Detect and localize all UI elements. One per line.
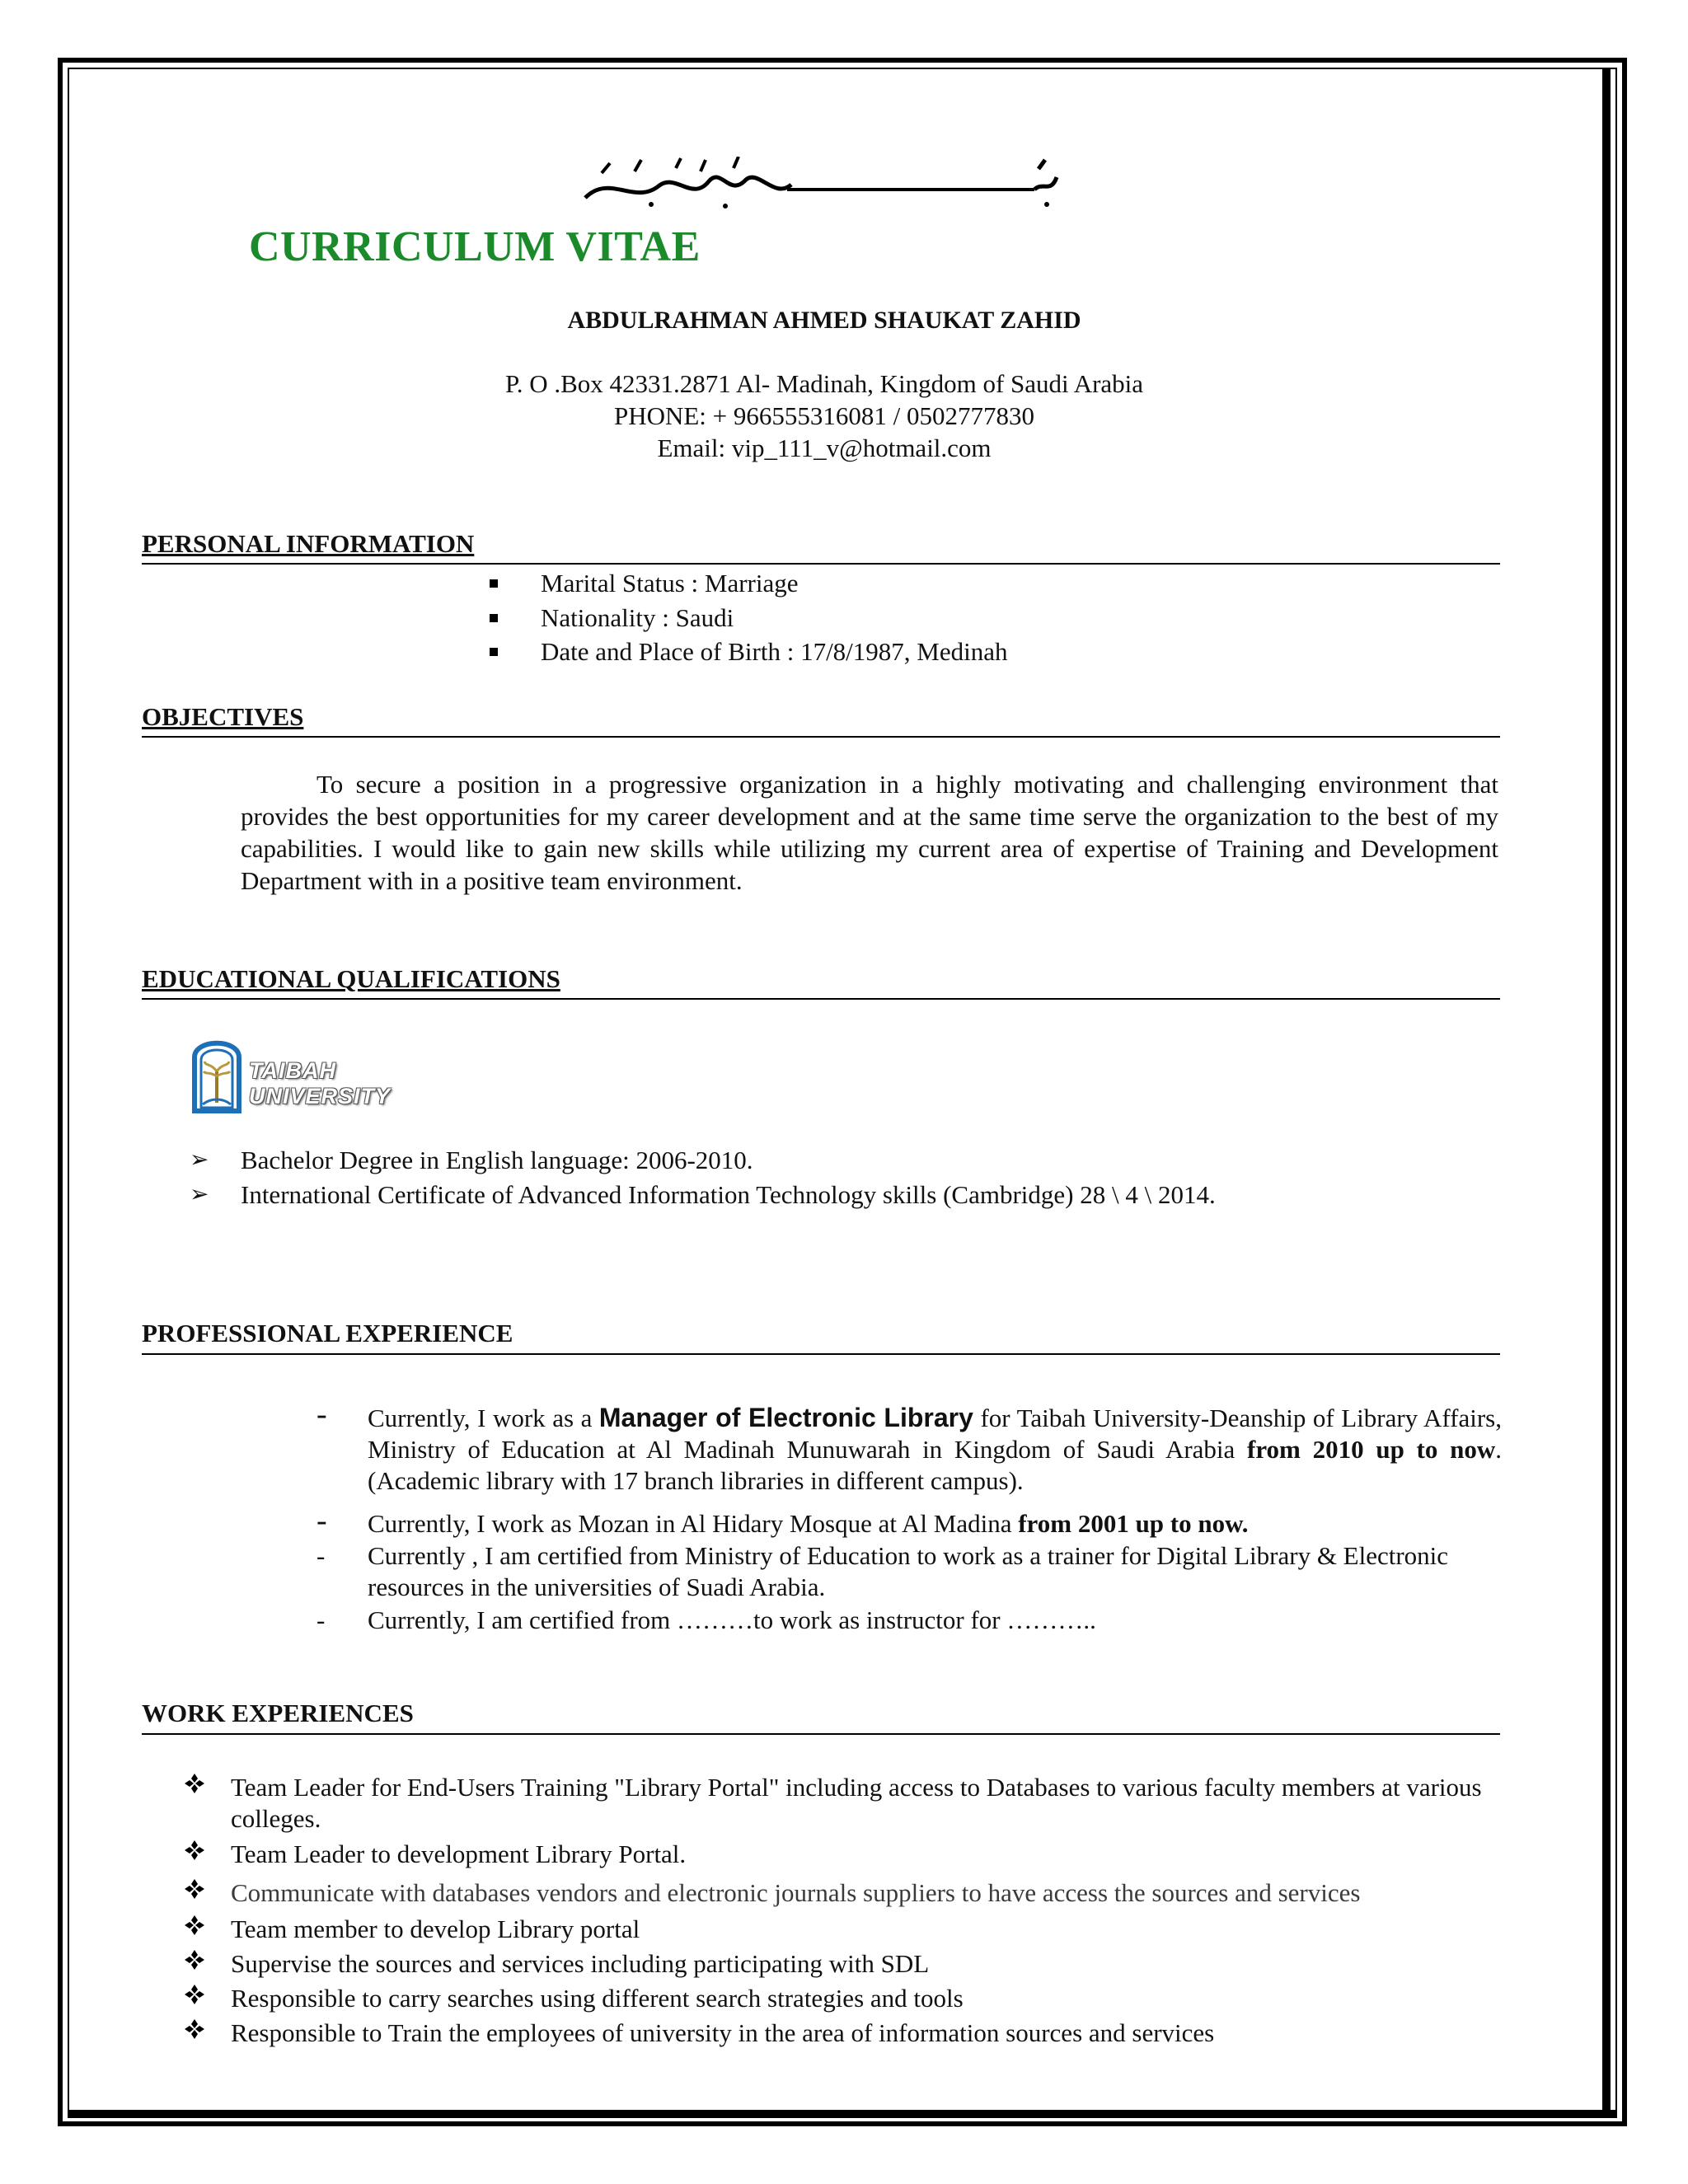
section-rule [142,563,1500,565]
four-diamond-bullet-icon [183,1983,206,2006]
section-rule [142,1353,1500,1355]
square-bullet-icon [490,648,498,656]
section-heading-personal: PERSONAL INFORMATION [142,529,475,558]
taibah-university-logo: TAIBAH UNIVERSITY [185,1029,465,1114]
email-line: Email: vip_111_v@hotmail.com [657,434,992,462]
section-rule [142,998,1500,1000]
basmala-calligraphy [577,157,1063,213]
objective-paragraph: To secure a position in a progressive organization in a highly motivating and challenging environment that provides the best opportunities for my career development and at the same time serve the organization to the best of my capabilities. I would like to gain new skills while utilizing my current area of expertise of Training and Development Department with in a positive team environment. [241,770,1498,895]
section-heading-work: WORK EXPERIENCES [142,1699,414,1727]
section-heading-education: EDUCATIONAL QUALIFICATIONS [142,964,560,993]
dash-bullet-icon: - [316,1605,326,1634]
section-rule [142,1733,1500,1735]
dash-bullet-icon: - [316,1397,327,1432]
square-bullet-icon [490,614,498,622]
four-diamond-bullet-icon [183,1948,206,1971]
four-diamond-bullet-icon [183,1772,206,1795]
dash-bullet-icon: - [316,1541,326,1570]
page-border-bottom-shadow [68,2110,1617,2118]
four-diamond-bullet-icon [183,2018,206,2041]
university-emblem-icon [188,1029,246,1114]
applicant-name: ABDULRAHMAN AHMED SHAUKAT ZAHID [567,307,1081,334]
dash-bullet-icon: - [316,1503,327,1538]
cv-title: CURRICULUM VITAE [249,223,701,270]
four-diamond-bullet-icon [183,1839,206,1862]
arrow-bullet-icon: ➢ [190,1147,209,1173]
section-rule [142,736,1500,738]
four-diamond-bullet-icon [183,1914,206,1937]
section-heading-professional: PROFESSIONAL EXPERIENCE [142,1319,513,1347]
arrow-bullet-icon: ➢ [190,1182,209,1207]
address-line: P. O .Box 42331.2871 Al- Madinah, Kingdom of Saudi Arabia [504,369,1144,398]
page-border-right-shadow [1602,68,1611,2116]
square-bullet-icon [490,579,498,588]
four-diamond-bullet-icon [183,1877,206,1900]
phone-line: PHONE: + 966555316081 / 0502777830 [613,401,1035,430]
section-heading-objectives: OBJECTIVES [142,702,304,731]
